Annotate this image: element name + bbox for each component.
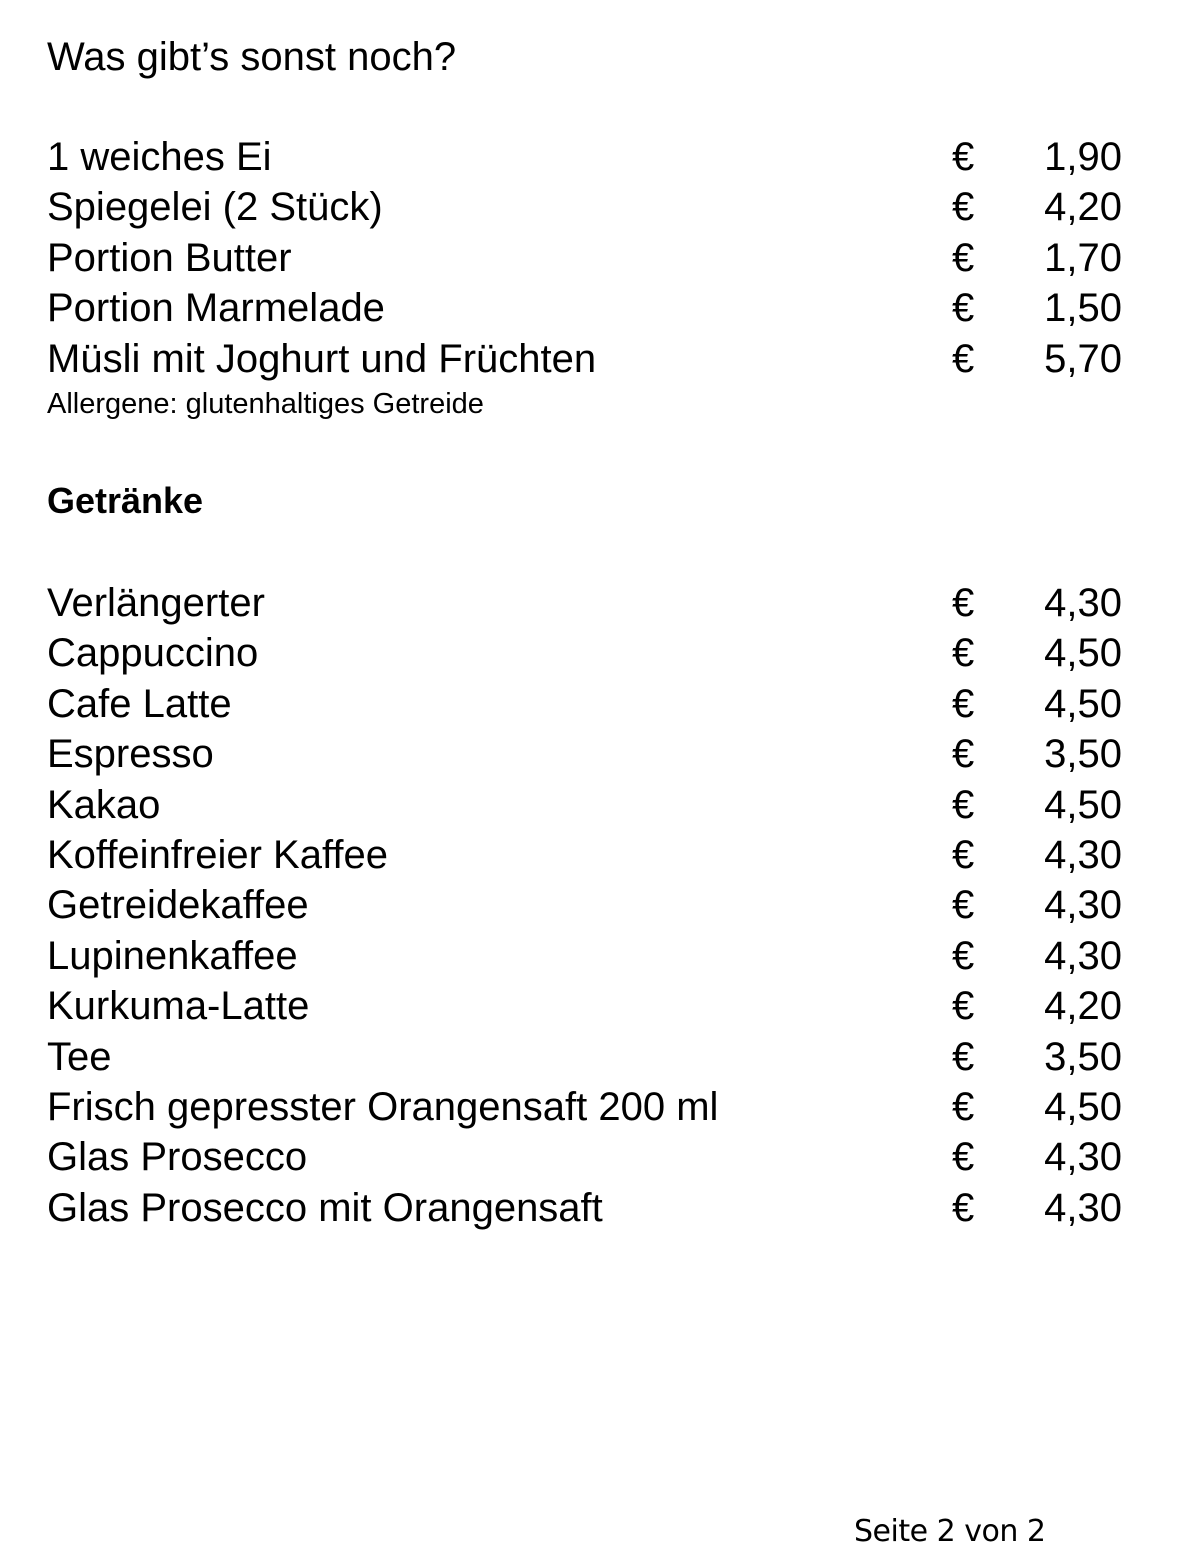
menu-item: [47, 578, 1122, 628]
item-name: Portion Marmelade: [47, 286, 385, 331]
item-name: Kurkuma-Latte: [47, 984, 310, 1029]
item-price: 1,90: [1044, 135, 1122, 179]
item-name: Getreidekaffee: [47, 883, 309, 928]
menu-item: [47, 1032, 1122, 1082]
menu-item: [47, 182, 1122, 232]
currency-symbol: €: [952, 336, 975, 381]
item-price: 4,50: [1044, 631, 1122, 676]
item-price: 1,70: [1044, 235, 1122, 280]
page-heading: Was gibt’s sonst noch?: [47, 35, 457, 79]
item-price: 4,50: [1044, 681, 1122, 726]
item-name: Portion Butter: [47, 235, 292, 280]
currency-symbol: €: [952, 832, 975, 877]
item-name: Cafe Latte: [47, 681, 232, 726]
currency-symbol: €: [952, 883, 975, 928]
currency-symbol: €: [952, 681, 975, 726]
item-price: 4,30: [1044, 933, 1122, 978]
item-name: Kakao: [47, 782, 161, 827]
item-price: 4,20: [1044, 185, 1122, 230]
menu-item: [47, 132, 1122, 182]
menu-item: [47, 780, 1122, 830]
item-price: 4,30: [1044, 1185, 1122, 1230]
menu-item: [47, 283, 1122, 333]
allergen-note: Allergene: glutenhaltiges Getreide: [47, 388, 484, 420]
menu-item: [47, 628, 1122, 678]
menu-item: [47, 1183, 1122, 1233]
menu-item: [47, 981, 1122, 1031]
currency-symbol: €: [952, 1135, 975, 1180]
item-price: 3,50: [1044, 732, 1122, 777]
currency-symbol: €: [952, 732, 975, 777]
item-price: 4,20: [1044, 984, 1122, 1029]
item-name: Spiegelei (2 Stück): [47, 185, 383, 230]
item-name: Tee: [47, 1034, 112, 1079]
menu-item: [47, 1082, 1122, 1132]
currency-symbol: €: [952, 235, 975, 280]
item-price: 4,30: [1044, 1135, 1122, 1180]
drinks-menu-list: [47, 578, 1122, 1233]
currency-symbol: €: [952, 1185, 975, 1230]
item-name: Glas Prosecco: [47, 1135, 308, 1180]
item-name: Glas Prosecco mit Orangensaft: [47, 1185, 603, 1230]
currency-symbol: €: [952, 631, 975, 676]
section-title-drinks: Getränke: [47, 480, 204, 521]
item-price: 5,70: [1044, 336, 1122, 381]
item-name: Frisch gepresster Orangensaft 200 ml: [47, 1084, 719, 1129]
currency-symbol: €: [952, 782, 975, 827]
currency-symbol: €: [952, 1034, 975, 1079]
item-name: Espresso: [47, 732, 214, 777]
item-name: 1 weiches Ei: [47, 135, 272, 179]
item-price: 4,30: [1044, 832, 1122, 877]
item-name: Lupinenkaffee: [47, 933, 298, 978]
menu-item: [47, 679, 1122, 729]
currency-symbol: €: [952, 984, 975, 1029]
menu-item: [47, 880, 1122, 930]
currency-symbol: €: [952, 286, 975, 331]
item-price: 4,30: [1044, 883, 1122, 928]
menu-item: [47, 1132, 1122, 1182]
item-price: 4,30: [1044, 581, 1122, 625]
item-name: Koffeinfreier Kaffee: [47, 832, 388, 877]
menu-item: [47, 334, 1122, 384]
currency-symbol: €: [952, 933, 975, 978]
currency-symbol: €: [952, 1084, 975, 1129]
menu-item: [47, 729, 1122, 779]
item-price: 3,50: [1044, 1034, 1122, 1079]
currency-symbol: €: [952, 135, 975, 179]
item-price: 4,50: [1044, 1084, 1122, 1129]
menu-item: [47, 233, 1122, 283]
currency-symbol: €: [952, 185, 975, 230]
menu-item: [47, 931, 1122, 981]
currency-symbol: €: [952, 581, 975, 625]
item-price: 4,50: [1044, 782, 1122, 827]
menu-item: [47, 830, 1122, 880]
item-name: Verlängerter: [47, 581, 265, 625]
item-name: Müsli mit Joghurt und Früchten: [47, 336, 597, 381]
item-price: 1,50: [1044, 286, 1122, 331]
page-number-footer: Seite 2 von 2: [854, 1514, 1046, 1549]
food-menu-list: [47, 132, 1122, 384]
item-name: Cappuccino: [47, 631, 259, 676]
